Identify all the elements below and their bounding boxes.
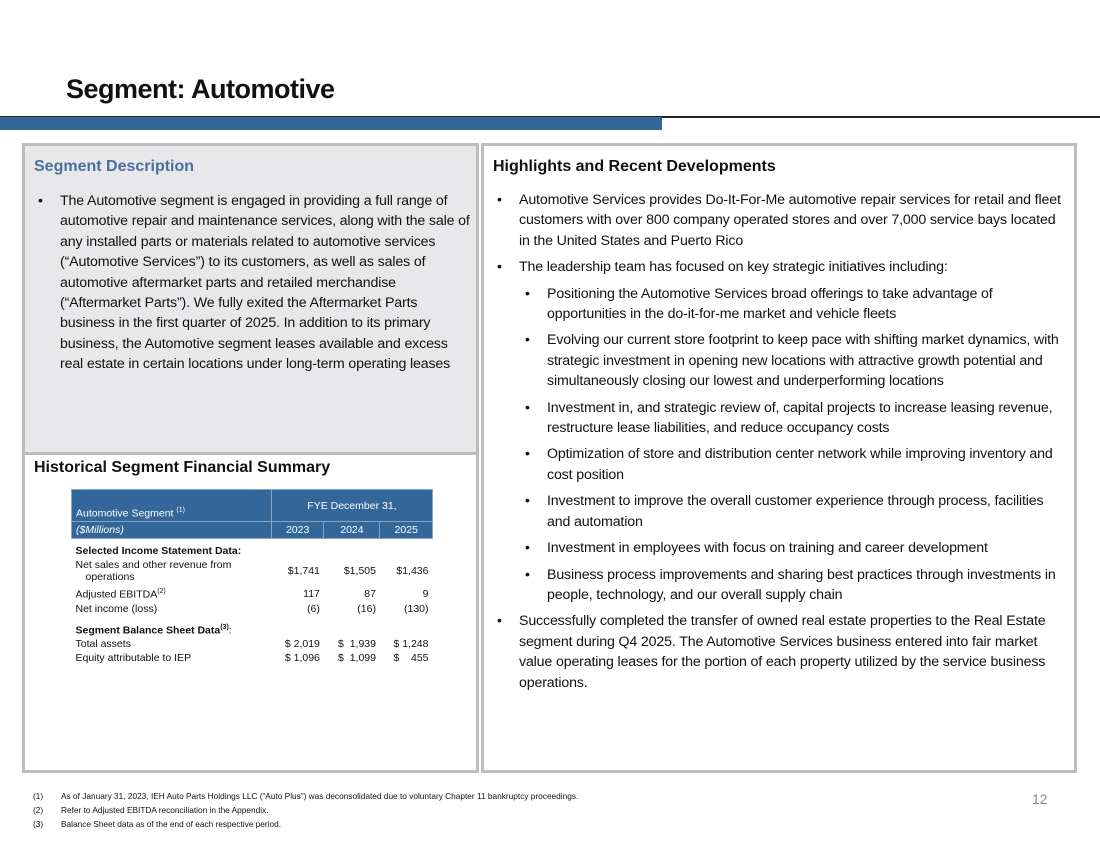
initiative-bullet: • Positioning the Automotive Services broad offerings to take advantage of opportunities in the do-it-for-me market and vehicle fleets <box>547 284 1069 325</box>
initiative-bullet: • Evolving our current store footprint to keep pace with shifting market dynamics, with strategic investment in opening new locations with attractive growth potential and simultaneously closing our lowest and underperforming locations <box>547 330 1069 391</box>
table-row: Equity attributable to IEP $ 1,096 $ 1,099 $ 455 <box>75 652 429 664</box>
highlight-bullet: • Automotive Services provides Do-It-For-Me automotive repair services for retail and fleet customers with over 800 company operated stores and over 7,000 service bays located in the United States and Puerto Rico <box>519 190 1069 251</box>
accent-bar <box>0 117 662 130</box>
table-row: Net sales and other revenue from operations $1,741 $1,505 $1,436 <box>75 559 429 583</box>
fye-header: FYE December 31, <box>271 490 432 522</box>
page-number: 12 <box>1032 791 1048 807</box>
year-header: 2024 <box>324 522 380 539</box>
page-title: Segment: Automotive <box>66 74 335 104</box>
table-row: Adjusted EBITDA$^{(2)}$ 117 87 9 <box>75 588 429 601</box>
segment-description-section <box>25 146 476 455</box>
table-row: Total assets $ 2,019 $ 1,939 $ 1,248 <box>75 638 429 650</box>
highlight-bullet: • The leadership team has focused on key strategic initiatives including: • Positioning the Automotive Services broad offerings to take advantage of opportunities in the do-it-for-me market and vehicle fleets • Evolving our current store footprint to keep pace with shifting market dynamics, with strategic investment in opening new locations with attractive growth potential and simultaneously closing our lowest and underperforming locations • Investment in, and strategic review of, capital projects to increase leasing revenue, restructure lease liabilities, and reduce occupancy costs • Optimization of store and distribution center network while improving inventory and cost position • Investment to improve the overall customer experience through process, facilities and automation • Investment in employees with focus on training and career development • Business process improvements and sharing best practices through investments in people, technology, and our overall supply chain <box>519 257 1069 605</box>
year-header: 2025 <box>380 522 433 539</box>
income-heading: Selected Income Statement Data: <box>75 545 242 557</box>
year-header: 2023 <box>271 522 324 539</box>
right-panel <box>481 143 1077 773</box>
initiative-bullet: • Investment to improve the overall customer experience through process, facilities and automation <box>547 491 1069 532</box>
balance-heading: Segment Balance Sheet Data$^{(3)}$: <box>75 623 232 636</box>
initiative-bullet: • Investment in employees with focus on training and career development <box>547 538 1069 558</box>
units-cell: ($Millions) <box>72 522 272 539</box>
initiative-bullet: • Optimization of store and distribution center network while improving inventory and cost position <box>547 444 1069 485</box>
initiative-bullet: • Investment in, and strategic review of, capital projects to increase leasing revenue, restructure lease liabilities, and reduce occupancy costs <box>547 398 1069 439</box>
financial-summary-heading: Historical Segment Financial Summary <box>34 459 331 476</box>
description-bullet: • The Automotive segment is engaged in providing a full range of automotive repair and maintenance services, along with the sale of any installed parts or materials related to automotive services (“Automotive Services”) to its customers, as well as sales of automotive aftermarket parts and retailed merchandise (“Aftermarket Parts”). We fully exited the Aftermarket Parts business in the first quarter of 2025. In addition to its primary business, the Automotive segment leases available and excess real estate in certain locations under long-term operating leases <box>60 191 472 375</box>
initiative-bullet: • Business process improvements and sharing best practices through investments in people, technology, and our overall supply chain <box>547 565 1069 606</box>
footnote: (3) Balance Sheet data as of the end of each respective period. <box>33 819 282 829</box>
segment-label-cell: Automotive Segment $^{(1)}$ <box>72 490 272 522</box>
highlights-heading: Highlights and Recent Developments <box>493 158 776 175</box>
segment-description-heading: Segment Description <box>34 158 195 175</box>
financial-summary-table <box>71 489 433 665</box>
footnote: (2) Refer to Adjusted EBITDA reconciliation in the Appendix. <box>33 805 269 815</box>
highlight-bullet: • Successfully completed the transfer of owned real estate properties to the Real Estate segment during Q4 2025. The Automotive Services business entered into fair market value operating leases for the portion of each property utilized by the service business operations. <box>519 611 1069 693</box>
footnote: (1) As of January 31, 2023, IEH Auto Parts Holdings LLC (“Auto Plus”) was deconsolidated due to voluntary Chapter 11 bankruptcy proceedings. <box>33 791 579 801</box>
table-row: Net income (loss) (6) (16) (130) <box>75 602 429 615</box>
left-panel <box>22 143 479 773</box>
